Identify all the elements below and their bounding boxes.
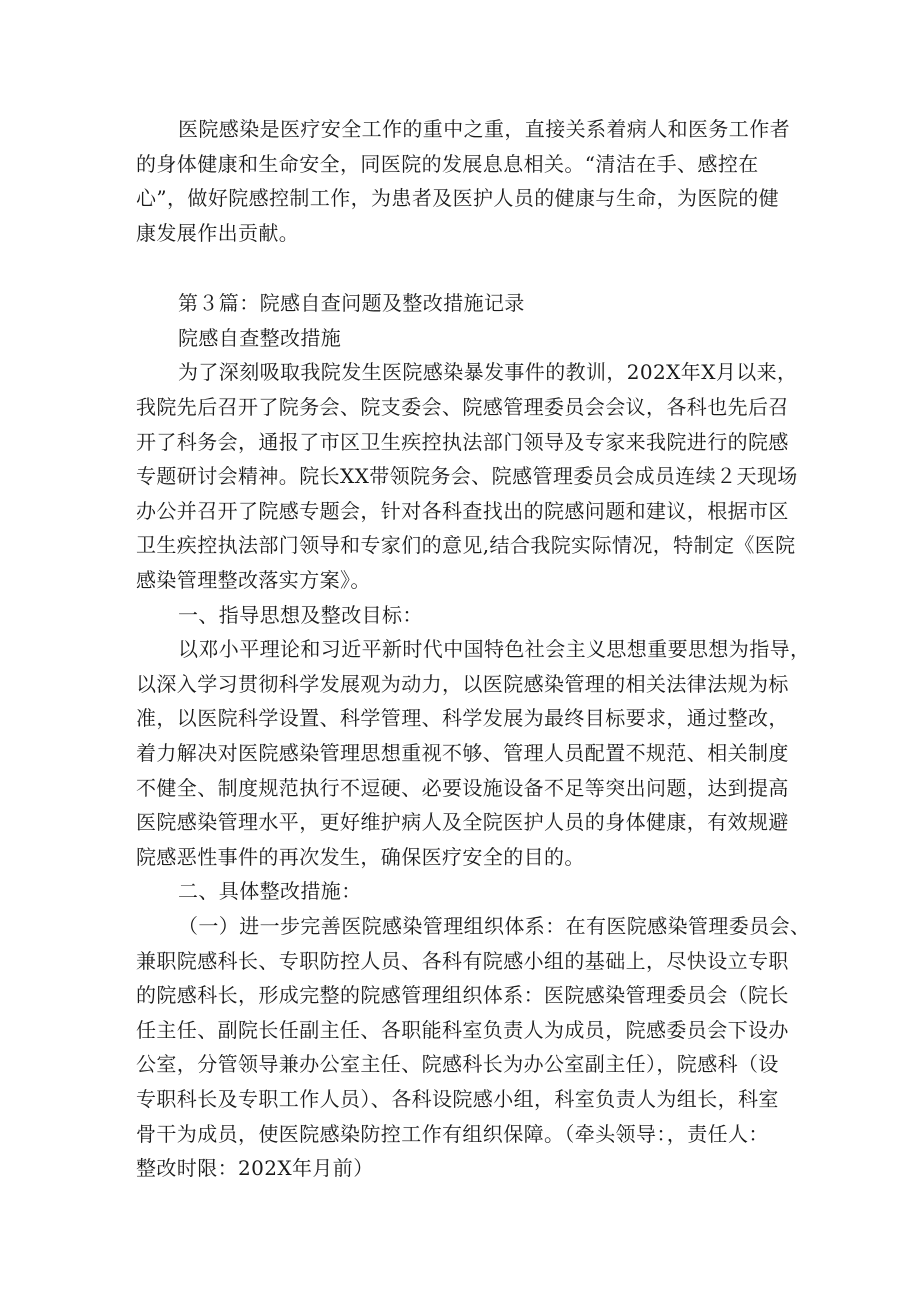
para1-line: 卫生疾控执法部门领导和专家们的意见,结合我院实际情况，特制定《医院 [136, 533, 796, 557]
para1-line: 我院先后召开了院务会、院支委会、院感管理委员会会议，各科也先后召 [136, 395, 789, 419]
intro-line: 的身体健康和生命安全，同医院的发展息息相关。“清洁在手、感控在 [136, 152, 759, 176]
section2-line: 专职科长及专职工作人员）、各科设院感小组，科室负责人为组长，科室 [136, 1087, 779, 1111]
section1-line: 院感恶性事件的再次发生，确保医疗安全的目的。 [136, 845, 585, 869]
para1-line: 办公并召开了院感专题会，针对各科查找出的院感问题和建议，根据市区 [136, 499, 789, 523]
section2-line: 任主任、副院长任副主任、各职能科室负责人为成员，院感委员会下设办 [136, 1018, 789, 1042]
section1-line: 医院感染管理水平，更好维护病人及全院医护人员的身体健康，有效规避 [136, 810, 789, 834]
article-subtitle: 院感自查整改措施 [178, 326, 342, 350]
section1-line: 准，以医院科学设置、科学管理、科学发展为最终目标要求，通过整改， [136, 706, 789, 730]
section2-heading: 二、具体整改措施： [178, 879, 362, 903]
section1-line: 以邓小平理论和习近平新时代中国特色社会主义思想重要思想为指导， [178, 637, 811, 661]
section1-heading: 一、指导思想及整改目标： [178, 603, 423, 627]
section1-line: 以深入学习贯彻科学发展观为动力，以医院感染管理的相关法律法规为标 [136, 672, 789, 696]
para1-line: 为了深刻吸取我院发生医院感染暴发事件的教训，202X年X月以来， [178, 360, 798, 384]
intro-line: 康发展作出贡献。 [136, 221, 300, 245]
section2-line: 的院感科长，形成完整的院感管理组织体系：医院感染管理委员会（院长 [136, 983, 789, 1007]
section2-line: 兼职院感科长、专职防控人员、各科有院感小组的基础上，尽快设立专职 [136, 949, 789, 973]
intro-line: 心”，做好院感控制工作，为患者及医护人员的健康与生命，为医院的健 [136, 186, 780, 210]
section2-line: 整改时限：202X年月前） [136, 1156, 374, 1180]
para1-line: 感染管理整改落实方案》。 [136, 568, 371, 592]
section2-line: （一）进一步完善医院感染管理组织体系：在有医院感染管理委员会、 [178, 914, 811, 938]
section1-line: 着力解决对医院感染管理思想重视不够、管理人员配置不规范、相关制度 [136, 741, 789, 765]
para1-line: 开了科务会，通报了市区卫生疾控执法部门领导及专家来我院进行的院感 [136, 430, 789, 454]
section2-line: 骨干为成员，使医院感染防控工作有组织保障。（牵头领导：，责任人： [136, 1122, 769, 1146]
section1-line: 不健全、制度规范执行不逗硬、必要设施设备不足等突出问题，达到提高 [136, 776, 789, 800]
article-title: 第３篇：院感自查问题及整改措施记录 [178, 291, 525, 315]
intro-line: 医院感染是医疗安全工作的重中之重，直接关系着病人和医务工作者 [178, 117, 790, 141]
section2-line: 公室，分管领导兼办公室主任、院感科长为办公室副主任），院感科（设 [136, 1052, 779, 1076]
para1-line: 专题研讨会精神。院长XX带领院务会、院感管理委员会成员连续２天现场 [136, 464, 798, 488]
